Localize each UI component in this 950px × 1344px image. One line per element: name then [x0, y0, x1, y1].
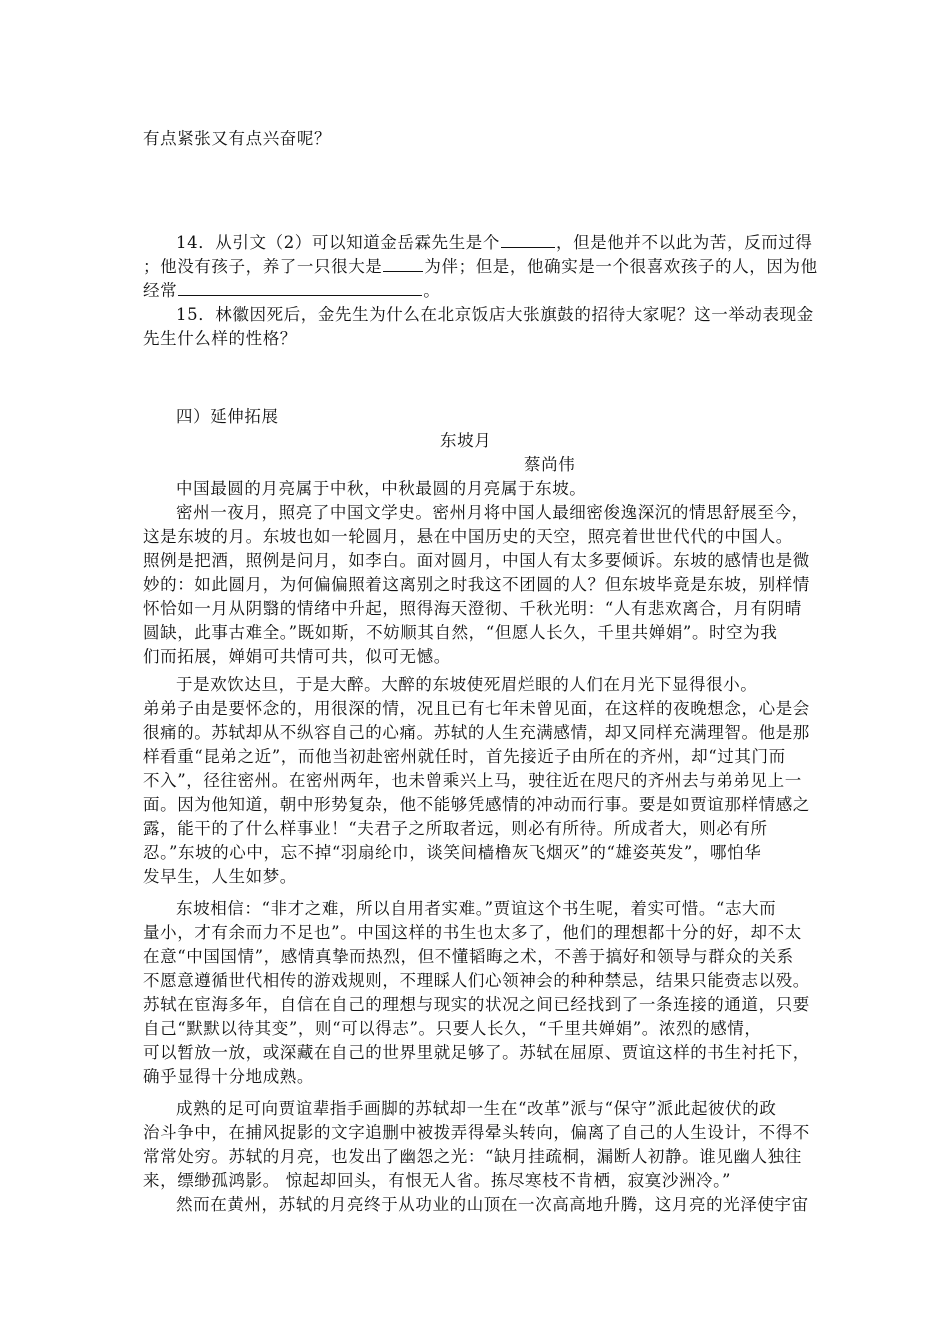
article-line: 来，缥缈孤鸿影。 惊起却回头，有恨无人省。拣尽寒枝不肯栖，寂寞沙洲冷。” — [143, 1171, 732, 1190]
question-14-line-2: ；他没有孩子，养了一只很大是 为伴；但是，他确实是一个很喜欢孩子的人，因为他 — [143, 257, 818, 276]
question-14-line-1: 14．从引文（2）可以知道金岳霖先生是个 ，但是他并不以此为苦，反而过得 — [176, 233, 813, 252]
article-line: 在意“中国国情”，感情真挚而热烈，但不懂韬晦之术，不善于搞好和领导与群众的关系 — [143, 947, 794, 966]
article-line: 露，能干的了什么样事业！“夫君子之所取者远，则必有所待。所成者大，则必有所 — [143, 819, 768, 838]
article-line: 面。因为他知道，朝中形势复杂，他不能够凭感情的冲动而行事。要是如贾谊那样情感之 — [143, 795, 810, 814]
question-15-line-1: 15．林徽因死后，金先生为什么在北京饭店大张旗鼓的招待大家呢？这一举动表现金 — [176, 305, 814, 324]
article-line: 成熟的足可向贾谊辈指手画脚的苏轼却一生在“改革”派与“保守”派此起彼伏的政 — [176, 1099, 777, 1118]
article-line: 可以暂放一放，或深藏在自己的世界里就足够了。苏轼在屈原、贾谊这样的书生衬托下， — [143, 1043, 810, 1062]
article-line: 样看重“昆弟之近”，而他当初赴密州就任时，首先接近子由所在的齐州，却“过其门而 — [143, 747, 786, 766]
article-line: 不愿意遵循世代相传的游戏规则，不理睬人们心领神会的种种禁忌，结果只能赍志以殁。 — [143, 971, 810, 990]
article-line: 中国最圆的月亮属于中秋，中秋最圆的月亮属于东坡。 — [176, 479, 587, 498]
article-line: 密州一夜月，照亮了中国文学史。密州月将中国人最细密俊逸深沉的情思舒展至今， — [176, 503, 809, 522]
answer-blank-1[interactable] — [501, 231, 555, 248]
article-line: 忍。”东坡的心中，忘不掉“羽扇纶巾，谈笑间樯橹灰飞烟灭”的“雄姿英发”，哪怕华 — [143, 843, 762, 862]
article-line: 怀恰如一月从阴翳的情绪中升起，照得海天澄彻、千秋光明：“人有悲欢离合，月有阴晴 — [143, 599, 802, 618]
answer-blank-3[interactable] — [178, 279, 422, 296]
answer-blank-2[interactable] — [383, 255, 423, 272]
article-line: 妙的：如此圆月，为何偏偏照着这离别之时我这不团圆的人？但东坡毕竟是东坡，别样情 — [143, 575, 810, 594]
article-line: 很痛的。苏轼却从不纵容自己的心痛。苏轼的人生充满感情，却又同样充满理智。他是那 — [143, 723, 810, 742]
article-title: 东坡月 — [440, 431, 492, 450]
article-line: 不入”，径往密州。在密州两年，也未曾乘兴上马，驶往近在咫尺的齐州去与弟弟见上一 — [143, 771, 802, 790]
article-line: 于是欢饮达旦，于是大醉。大醉的东坡使死眉烂眼的人们在月光下显得很小。 — [176, 675, 758, 694]
article-line: 常常处穷。苏轼的月亮，也发出了幽怨之光：“缺月挂疏桐，漏断人初静。谁见幽人独往 — [143, 1147, 802, 1166]
article-line: 这是东坡的月。东坡也如一轮圆月，悬在中国历史的天空，照亮着世世代代的中国人。 — [143, 527, 793, 546]
article-line: 弟弟子由是要怀念的，用很深的情，况且已有七年未曾见面，在这样的夜晚想念，心是会 — [143, 699, 810, 718]
question-continuation: 有点紧张又有点兴奋呢？ — [143, 129, 332, 148]
article-line: 治斗争中，在捕风捉影的文字追删中被拨弄得晕头转向，偏离了自己的人生设计，不得不 — [143, 1123, 810, 1142]
question-14-line-3: 经常 。 — [143, 281, 441, 300]
article-author: 蔡尚伟 — [524, 455, 576, 474]
article-line: 然而在黄州，苏轼的月亮终于从功业的山顶在一次高高地升腾，这月亮的光泽使宇宙 — [176, 1195, 809, 1214]
article-line: 东坡相信：“非才之难，所以自用者实难。”贾谊这个书生呢，着实可惜。“志大而 — [176, 899, 777, 918]
article-line: 照例是把酒，照例是问月，如李白。面对圆月，中国人有太多要倾诉。东坡的感情也是微 — [143, 551, 810, 570]
article-line: 自己“默默以待其变”，则“可以得志”。只要人长久，“千里共婵娟”。浓烈的感情， — [143, 1019, 762, 1038]
article-line: 们而拓展，婵娟可共情可共，似可无憾。 — [143, 647, 451, 666]
article-line: 量小，才有余而力不足也”。中国这样的书生也太多了，他们的理想都十分的好，却不太 — [143, 923, 802, 942]
question-15-line-2: 先生什么样的性格？ — [143, 329, 297, 348]
article-line: 确乎显得十分地成熟。 — [143, 1067, 314, 1086]
article-line: 苏轼在宦海多年，自信在自己的理想与现实的状况之间已经找到了一条连接的通道，只要 — [143, 995, 810, 1014]
section-heading: 四）延伸拓展 — [176, 407, 279, 426]
article-line: 圆缺，此事古难全。”既如斯，不妨顺其自然，“但愿人长久，千里共婵娟”。时空为我 — [143, 623, 778, 642]
article-line: 发早生，人生如梦。 — [143, 867, 297, 886]
